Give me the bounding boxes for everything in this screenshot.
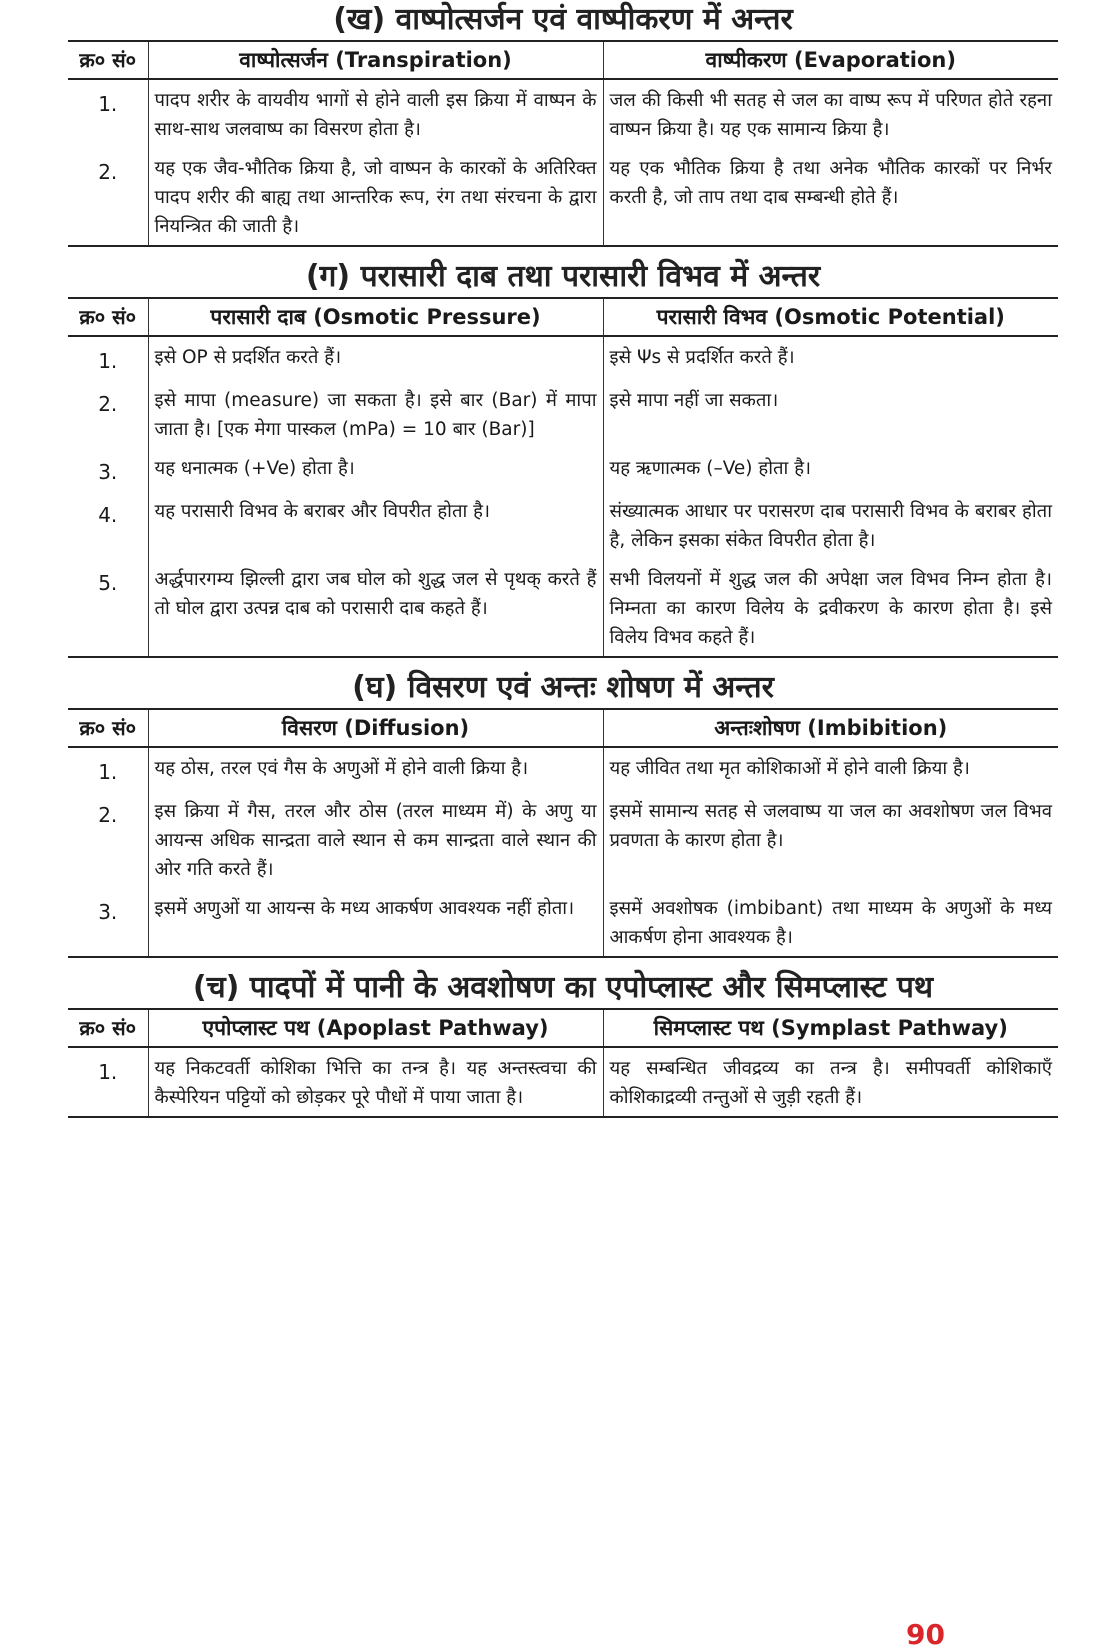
- serial-number: 2.: [98, 392, 118, 416]
- section-title: (ग) परासारी दाब तथा परासारी विभव में अन्तर: [305, 259, 821, 294]
- column-header-apoplast: एपोप्लास्ट पथ (Apoplast Pathway): [148, 1009, 603, 1047]
- table-header-row: [68, 41, 1058, 79]
- table-header-row: [68, 1009, 1058, 1047]
- table-row: [68, 888, 1058, 957]
- cell-transpiration: यह एक जैव-भौतिक क्रिया है, जो वाष्पन के कारकों के अतिरिक्त पादप शरीर की बाह्य तथा आन्तरिक रूप, रंग तथा संरचना के द्वारा नियन्त्रित की जाती है।: [148, 148, 603, 246]
- cell-osmotic-potential: यह ऋणात्मक (–Ve) होता है।: [603, 448, 1058, 491]
- cell-diffusion: इस क्रिया में गैस, तरल और ठोस (तरल माध्यम में) के अणु या आयन्स अधिक सान्द्रता वाले स्थान से कम सान्द्रता वाले स्थान की ओर गति करते हैं।: [148, 791, 603, 888]
- table-header-row: [68, 298, 1058, 336]
- column-header-imbibition: अन्तःशोषण (Imbibition): [603, 709, 1058, 747]
- section-osmotic-pressure-potential: [68, 257, 1058, 658]
- comparison-table: [68, 1008, 1058, 1118]
- serial-header: क्र० सं०: [68, 41, 148, 79]
- cell-evaporation: जल की किसी भी सतह से जल का वाष्प रूप में परिणत होते रहना वाष्पन क्रिया है। यह एक सामान्य क्रिया है।: [603, 79, 1058, 148]
- comparison-table: [68, 708, 1058, 958]
- cell-diffusion: इसमें अणुओं या आयन्स के मध्य आकर्षण आवश्यक नहीं होता।: [148, 888, 603, 957]
- table-row: [68, 747, 1058, 791]
- table-row: [68, 491, 1058, 559]
- table-row: [68, 148, 1058, 246]
- column-header-diffusion: विसरण (Diffusion): [148, 709, 603, 747]
- table-row: [68, 559, 1058, 657]
- page-number: 90: [906, 1618, 945, 1651]
- cell-osmotic-pressure: इसे मापा (measure) जा सकता है। इसे बार (Bar) में मापा जाता है। [एक मेगा पास्कल (mPa) = 10 बार (Bar)]: [148, 380, 603, 448]
- serial-number: 4.: [98, 503, 118, 527]
- serial-number: 5.: [98, 571, 118, 595]
- section-title: (ख) वाष्पोत्सर्जन एवं वाष्पीकरण में अन्तर: [333, 2, 793, 37]
- cell-osmotic-pressure: अर्द्धपारगम्य झिल्ली द्वारा जब घोल को शुद्ध जल से पृथक् करते हैं तो घोल द्वारा उत्पन्न दाब को परासारी दाब कहते हैं।: [148, 559, 603, 657]
- table-row: [68, 79, 1058, 148]
- serial-number: 3.: [98, 900, 118, 924]
- page: [68, 0, 1058, 1118]
- comparison-table: [68, 40, 1058, 247]
- cell-osmotic-potential: इसे मापा नहीं जा सकता।: [603, 380, 1058, 448]
- cell-osmotic-pressure: इसे OP से प्रदर्शित करते हैं।: [148, 336, 603, 380]
- table-header-row: [68, 709, 1058, 747]
- column-header-osmotic-pressure: परासारी दाब (Osmotic Pressure): [148, 298, 603, 336]
- section-diffusion-imbibition: [68, 668, 1058, 958]
- serial-number: 3.: [98, 460, 118, 484]
- cell-apoplast: यह निकटवर्ती कोशिका भित्ति का तन्त्र है। यह अन्तस्त्वचा की कैस्पेरियन पट्टियों को छोड़कर पूरे पौधों में पाया जाता है।: [148, 1047, 603, 1117]
- column-header-osmotic-potential: परासारी विभव (Osmotic Potential): [603, 298, 1058, 336]
- section-title: (घ) विसरण एवं अन्तः शोषण में अन्तर: [352, 670, 774, 705]
- table-row: [68, 380, 1058, 448]
- serial-header: क्र० सं०: [68, 709, 148, 747]
- column-header-evaporation: वाष्पीकरण (Evaporation): [603, 41, 1058, 79]
- cell-imbibition: इसमें अवशोषक (imbibant) तथा माध्यम के अणुओं के मध्य आकर्षण होना आवश्यक है।: [603, 888, 1058, 957]
- comparison-table: [68, 297, 1058, 658]
- cell-osmotic-potential: इसे Ψs से प्रदर्शित करते हैं।: [603, 336, 1058, 380]
- serial-number: 2.: [98, 160, 118, 184]
- serial-number: 1.: [98, 92, 118, 116]
- cell-transpiration: पादप शरीर के वायवीय भागों से होने वाली इस क्रिया में वाष्पन के साथ-साथ जलवाष्प का विसरण होता है।: [148, 79, 603, 148]
- serial-header: क्र० सं०: [68, 1009, 148, 1047]
- cell-evaporation: यह एक भौतिक क्रिया है तथा अनेक भौतिक कारकों पर निर्भर करती है, जो ताप तथा दाब सम्बन्धी होते हैं।: [603, 148, 1058, 246]
- section-transpiration-evaporation: [68, 0, 1058, 247]
- table-row: [68, 791, 1058, 888]
- section-title: (च) पादपों में पानी के अवशोषण का एपोप्लास्ट और सिमप्लास्ट पथ: [192, 970, 934, 1005]
- serial-number: 2.: [98, 803, 118, 827]
- table-row: [68, 448, 1058, 491]
- cell-osmotic-potential: संख्यात्मक आधार पर परासरण दाब परासारी विभव के बराबर होता है, लेकिन इसका संकेत विपरीत होता है।: [603, 491, 1058, 559]
- cell-imbibition: यह जीवित तथा मृत कोशिकाओं में होने वाली क्रिया है।: [603, 747, 1058, 791]
- section-apoplast-symplast: [68, 968, 1058, 1118]
- table-row: [68, 336, 1058, 380]
- serial-number: 1.: [98, 760, 118, 784]
- cell-imbibition: इसमें सामान्य सतह से जलवाष्प या जल का अवशोषण जल विभव प्रवणता के कारण होता है।: [603, 791, 1058, 888]
- cell-osmotic-potential: सभी विलयनों में शुद्ध जल की अपेक्षा जल विभव निम्न होता है। निम्नता का कारण विलेय के द्रवीकरण के कारण होता है। इसे विलेय विभव कहते हैं।: [603, 559, 1058, 657]
- column-header-transpiration: वाष्पोत्सर्जन (Transpiration): [148, 41, 603, 79]
- cell-diffusion: यह ठोस, तरल एवं गैस के अणुओं में होने वाली क्रिया है।: [148, 747, 603, 791]
- cell-symplast: यह सम्बन्धित जीवद्रव्य का तन्त्र है। समीपवर्ती कोशिकाएँ कोशिकाद्रव्यी तन्तुओं से जुड़ी रहती हैं।: [603, 1047, 1058, 1117]
- serial-header: क्र० सं०: [68, 298, 148, 336]
- column-header-symplast: सिमप्लास्ट पथ (Symplast Pathway): [603, 1009, 1058, 1047]
- serial-number: 1.: [98, 349, 118, 373]
- table-row: [68, 1047, 1058, 1117]
- cell-osmotic-pressure: यह धनात्मक (+Ve) होता है।: [148, 448, 603, 491]
- serial-number: 1.: [98, 1060, 118, 1084]
- cell-osmotic-pressure: यह परासारी विभव के बराबर और विपरीत होता है।: [148, 491, 603, 559]
